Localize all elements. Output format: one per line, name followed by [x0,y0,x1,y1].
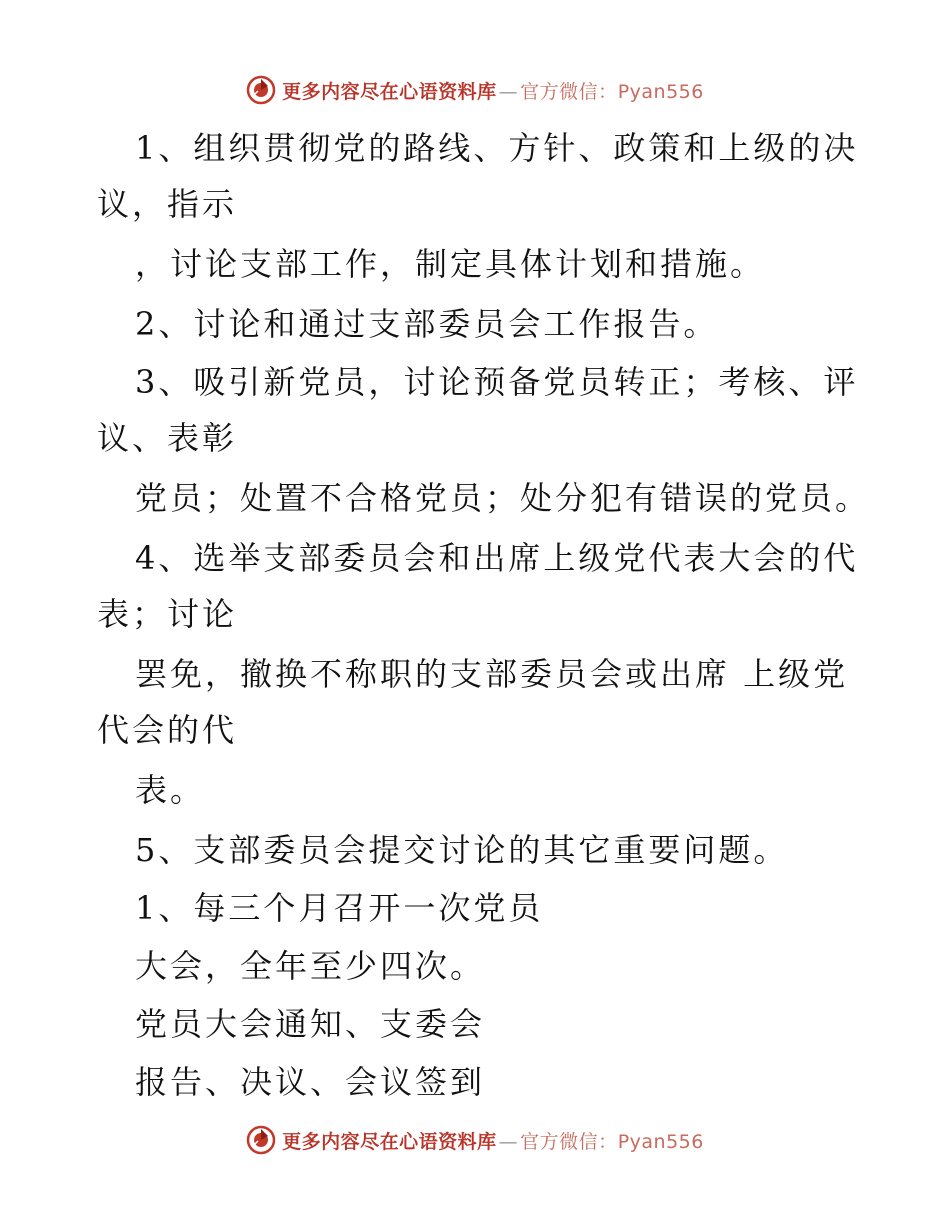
text-line: ，讨论支部工作，制定具体计划和措施。 [135,245,766,283]
text-line: 1、每三个月召开一次党员 [135,889,544,927]
watermark-wechat-id: Pyan556 [617,1130,704,1153]
text-line: 罢免，撤换不称职的支部委员会或出席 上级党 [135,655,849,693]
watermark-brand: 更多内容尽在心语资料库 [282,80,497,103]
watermark-separator: — [498,80,519,103]
text-line: 表；讨论 [97,595,238,633]
text-line: 议、表彰 [97,419,238,457]
watermark-text [282,1127,704,1154]
text-line: 1、组织贯彻党的路线、方针、政策和上级的决 [135,129,859,167]
seal-logo-icon [246,75,276,105]
text-line: 大会，全年至少四次。 [135,947,486,985]
text-line: 代会的代 [97,711,238,749]
seal-logo-icon [246,1125,276,1155]
text-line: 党员大会通知、支委会 [135,1005,486,1043]
text-line: 3、吸引新党员，讨论预备党员转正；考核、评 [135,363,859,401]
header-watermark [0,70,950,110]
watermark-wechat-id: Pyan556 [617,80,704,103]
watermark-wechat-label: 官方微信： [520,1130,618,1153]
watermark-text [282,77,704,104]
text-line: 2、讨论和通过支部委员会工作报告。 [135,305,719,343]
text-line: 5、支部委员会提交讨论的其它重要问题。 [135,831,789,869]
text-line: 党员；处置不合格党员；处分犯有错误的党员。 [135,479,871,517]
footer-watermark [0,1120,950,1160]
watermark-separator: — [498,1130,519,1153]
watermark-brand: 更多内容尽在心语资料库 [282,1130,497,1153]
text-line: 表。 [135,771,206,809]
watermark-wechat-label: 官方微信： [520,80,618,103]
text-line: 报告、决议、会议签到 [135,1063,486,1101]
text-line: 4、选举支部委员会和出席上级党代表大会的代 [135,539,859,577]
text-line: 议，指示 [97,185,238,223]
